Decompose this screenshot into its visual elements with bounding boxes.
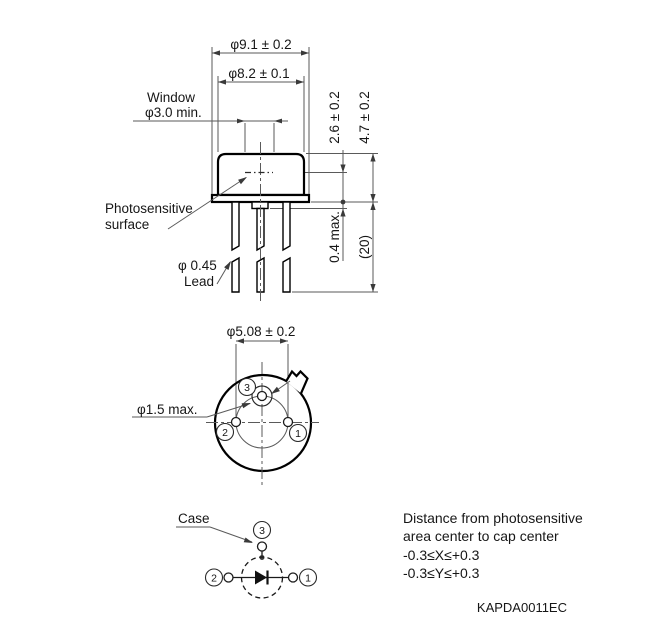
schematic-pin1-badge bbox=[300, 569, 317, 586]
pin3-number-badge bbox=[239, 379, 256, 396]
dim-pin-circle-label: φ5.08 ± 0.2 bbox=[226, 324, 296, 339]
pin1-circle bbox=[284, 418, 293, 427]
lead-right-upper bbox=[283, 202, 290, 250]
case-leader bbox=[176, 527, 253, 543]
schematic-pin1-number: 1 bbox=[305, 572, 311, 585]
pin1-number-badge bbox=[290, 425, 307, 442]
lead-right-lower bbox=[283, 258, 290, 292]
lead-dia-label-line2: Lead bbox=[184, 274, 215, 289]
pin2-number-badge bbox=[217, 424, 234, 441]
schematic-pin2-number: 2 bbox=[211, 572, 217, 585]
pin1-terminal bbox=[289, 573, 298, 582]
lead-dia-label-line1: φ 0.45 bbox=[178, 258, 217, 273]
window-label-line1: Window bbox=[147, 90, 196, 105]
lead-left-lower bbox=[232, 258, 239, 292]
dim-cap-height-label: 4.7 ± 0.2 bbox=[357, 91, 372, 144]
pin2-terminal bbox=[224, 573, 233, 582]
pin3-terminal bbox=[258, 542, 267, 551]
pin3-number: 3 bbox=[244, 381, 250, 394]
pin1-number: 1 bbox=[295, 427, 301, 440]
tab-leader bbox=[271, 381, 290, 394]
photodiode-symbol bbox=[255, 571, 267, 585]
schematic bbox=[176, 511, 317, 598]
dim-standoff-label: 0.4 max. bbox=[327, 211, 342, 263]
dim-flange-label: φ9.1 ± 0.2 bbox=[230, 37, 292, 52]
side-view bbox=[105, 37, 378, 301]
notes-block bbox=[403, 510, 583, 581]
window-label-line2: φ3.0 min. bbox=[145, 105, 202, 120]
pin3-circle bbox=[258, 392, 267, 401]
photosensitive-label-line1: Photosensitive bbox=[105, 201, 193, 216]
note-line1: Distance from photosensitive bbox=[403, 510, 583, 526]
dim-surface-depth-label: 2.6 ± 0.2 bbox=[327, 91, 342, 144]
note-line3: -0.3≤X≤+0.3 bbox=[403, 547, 480, 563]
note-line4: -0.3≤Y≤+0.3 bbox=[403, 565, 480, 581]
photosensitive-label-line2: surface bbox=[105, 217, 150, 232]
note-line2: area center to cap center bbox=[403, 528, 559, 544]
pin2-number: 2 bbox=[222, 426, 228, 439]
case-label: Case bbox=[178, 511, 210, 526]
dim-lead-length-label: (20) bbox=[357, 234, 372, 260]
bottom-view bbox=[132, 324, 319, 486]
schematic-pin3-badge bbox=[254, 522, 271, 539]
schematic-pin3-number: 3 bbox=[259, 524, 265, 537]
dim-center-ring-label: φ1.5 max. bbox=[137, 402, 198, 417]
schematic-pin2-badge bbox=[206, 569, 223, 586]
lead-left-upper bbox=[232, 202, 239, 250]
doc-number: KAPDA0011EC bbox=[476, 600, 567, 615]
pin2-circle bbox=[232, 418, 241, 427]
dim-cap-label: φ8.2 ± 0.1 bbox=[228, 66, 290, 81]
